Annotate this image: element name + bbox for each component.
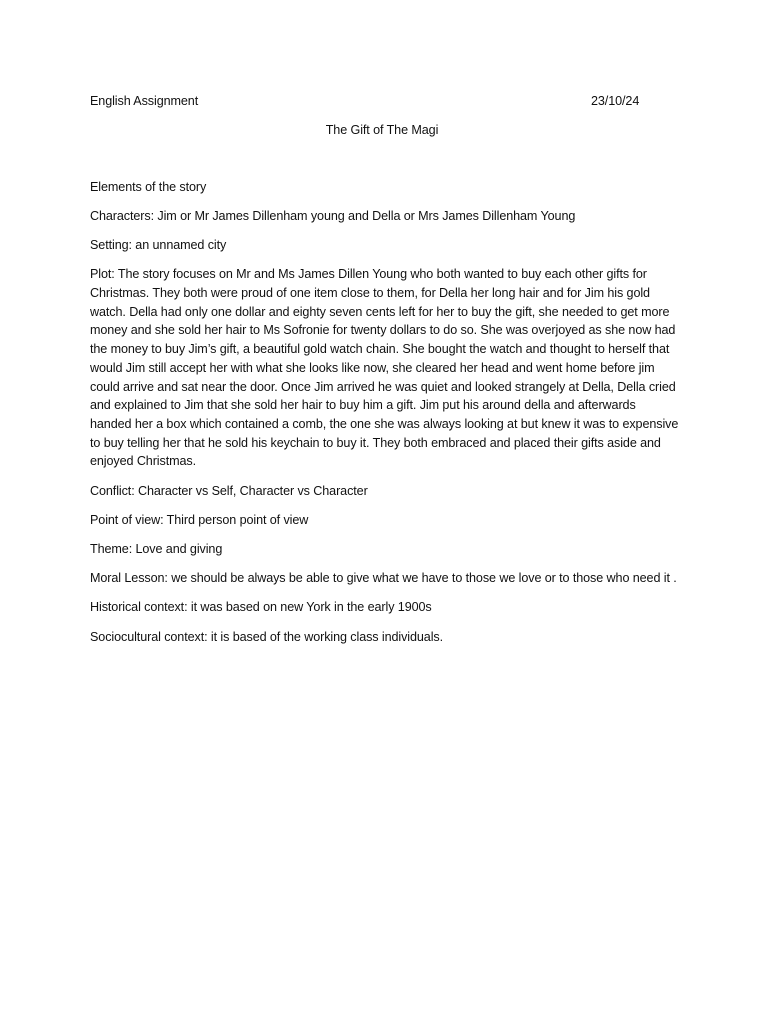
document-title: The Gift of The Magi [325, 123, 439, 137]
blank-line [90, 140, 680, 178]
setting-paragraph: Setting: an unnamed city [90, 238, 227, 253]
elements-heading: Elements of the story [90, 179, 207, 194]
moral-lesson-paragraph: Moral Lesson: we should be always be able to give what we have to those we love or to those who need it . [90, 571, 677, 586]
assignment-label: English Assignment [90, 94, 199, 108]
theme-paragraph: Theme: Love and giving [90, 541, 223, 556]
sociocultural-context-paragraph: Sociocultural context: it is based of the working class individuals. [90, 629, 444, 644]
header-row [90, 92, 680, 111]
conflict-paragraph: Conflict: Character vs Self, Character vs Character [90, 483, 368, 498]
document-body [90, 92, 680, 657]
characters-paragraph: Characters: Jim or Mr James Dillenham young and Della or Mrs James Dillenham Young [90, 208, 576, 223]
point-of-view-paragraph: Point of view: Third person point of view [90, 512, 309, 527]
plot-paragraph: Plot: The story focuses on Mr and Ms James Dillen Young who both wanted to buy each other gifts for Christmas. They both were proud of one item close to them, for Della her long hair and for Jim his gold watch. Della had only one dollar and eighty seven cents left for her to buy the gift, she needed to get more money and she sold her hair to Ms Sofronie for twenty dollars to do so. She was overjoyed as she now had the money to buy Jim’s gift, a beautiful gold watch chain. She bought the watch and thought to herself that would Jim still accept her with what she looks like now, she cleared her head and went home before jim could arrive and sat near the door. Once Jim arrived he was quiet and looked strangely at Della, Della cried and explained to Jim that she sold her hair to buy him a gift. Jim put his around della and afterwards handed her a box which contained a comb, the one she was always looking at but knew it was to expensive to buy telling her that he sold his keychain to buy it. They both embraced and placed their gifts aside and enjoyed Christmas. [90, 267, 679, 469]
historical-context-paragraph: Historical context: it was based on new York in the early 1900s [90, 600, 432, 615]
assignment-date: 23/10/24 [591, 94, 640, 108]
